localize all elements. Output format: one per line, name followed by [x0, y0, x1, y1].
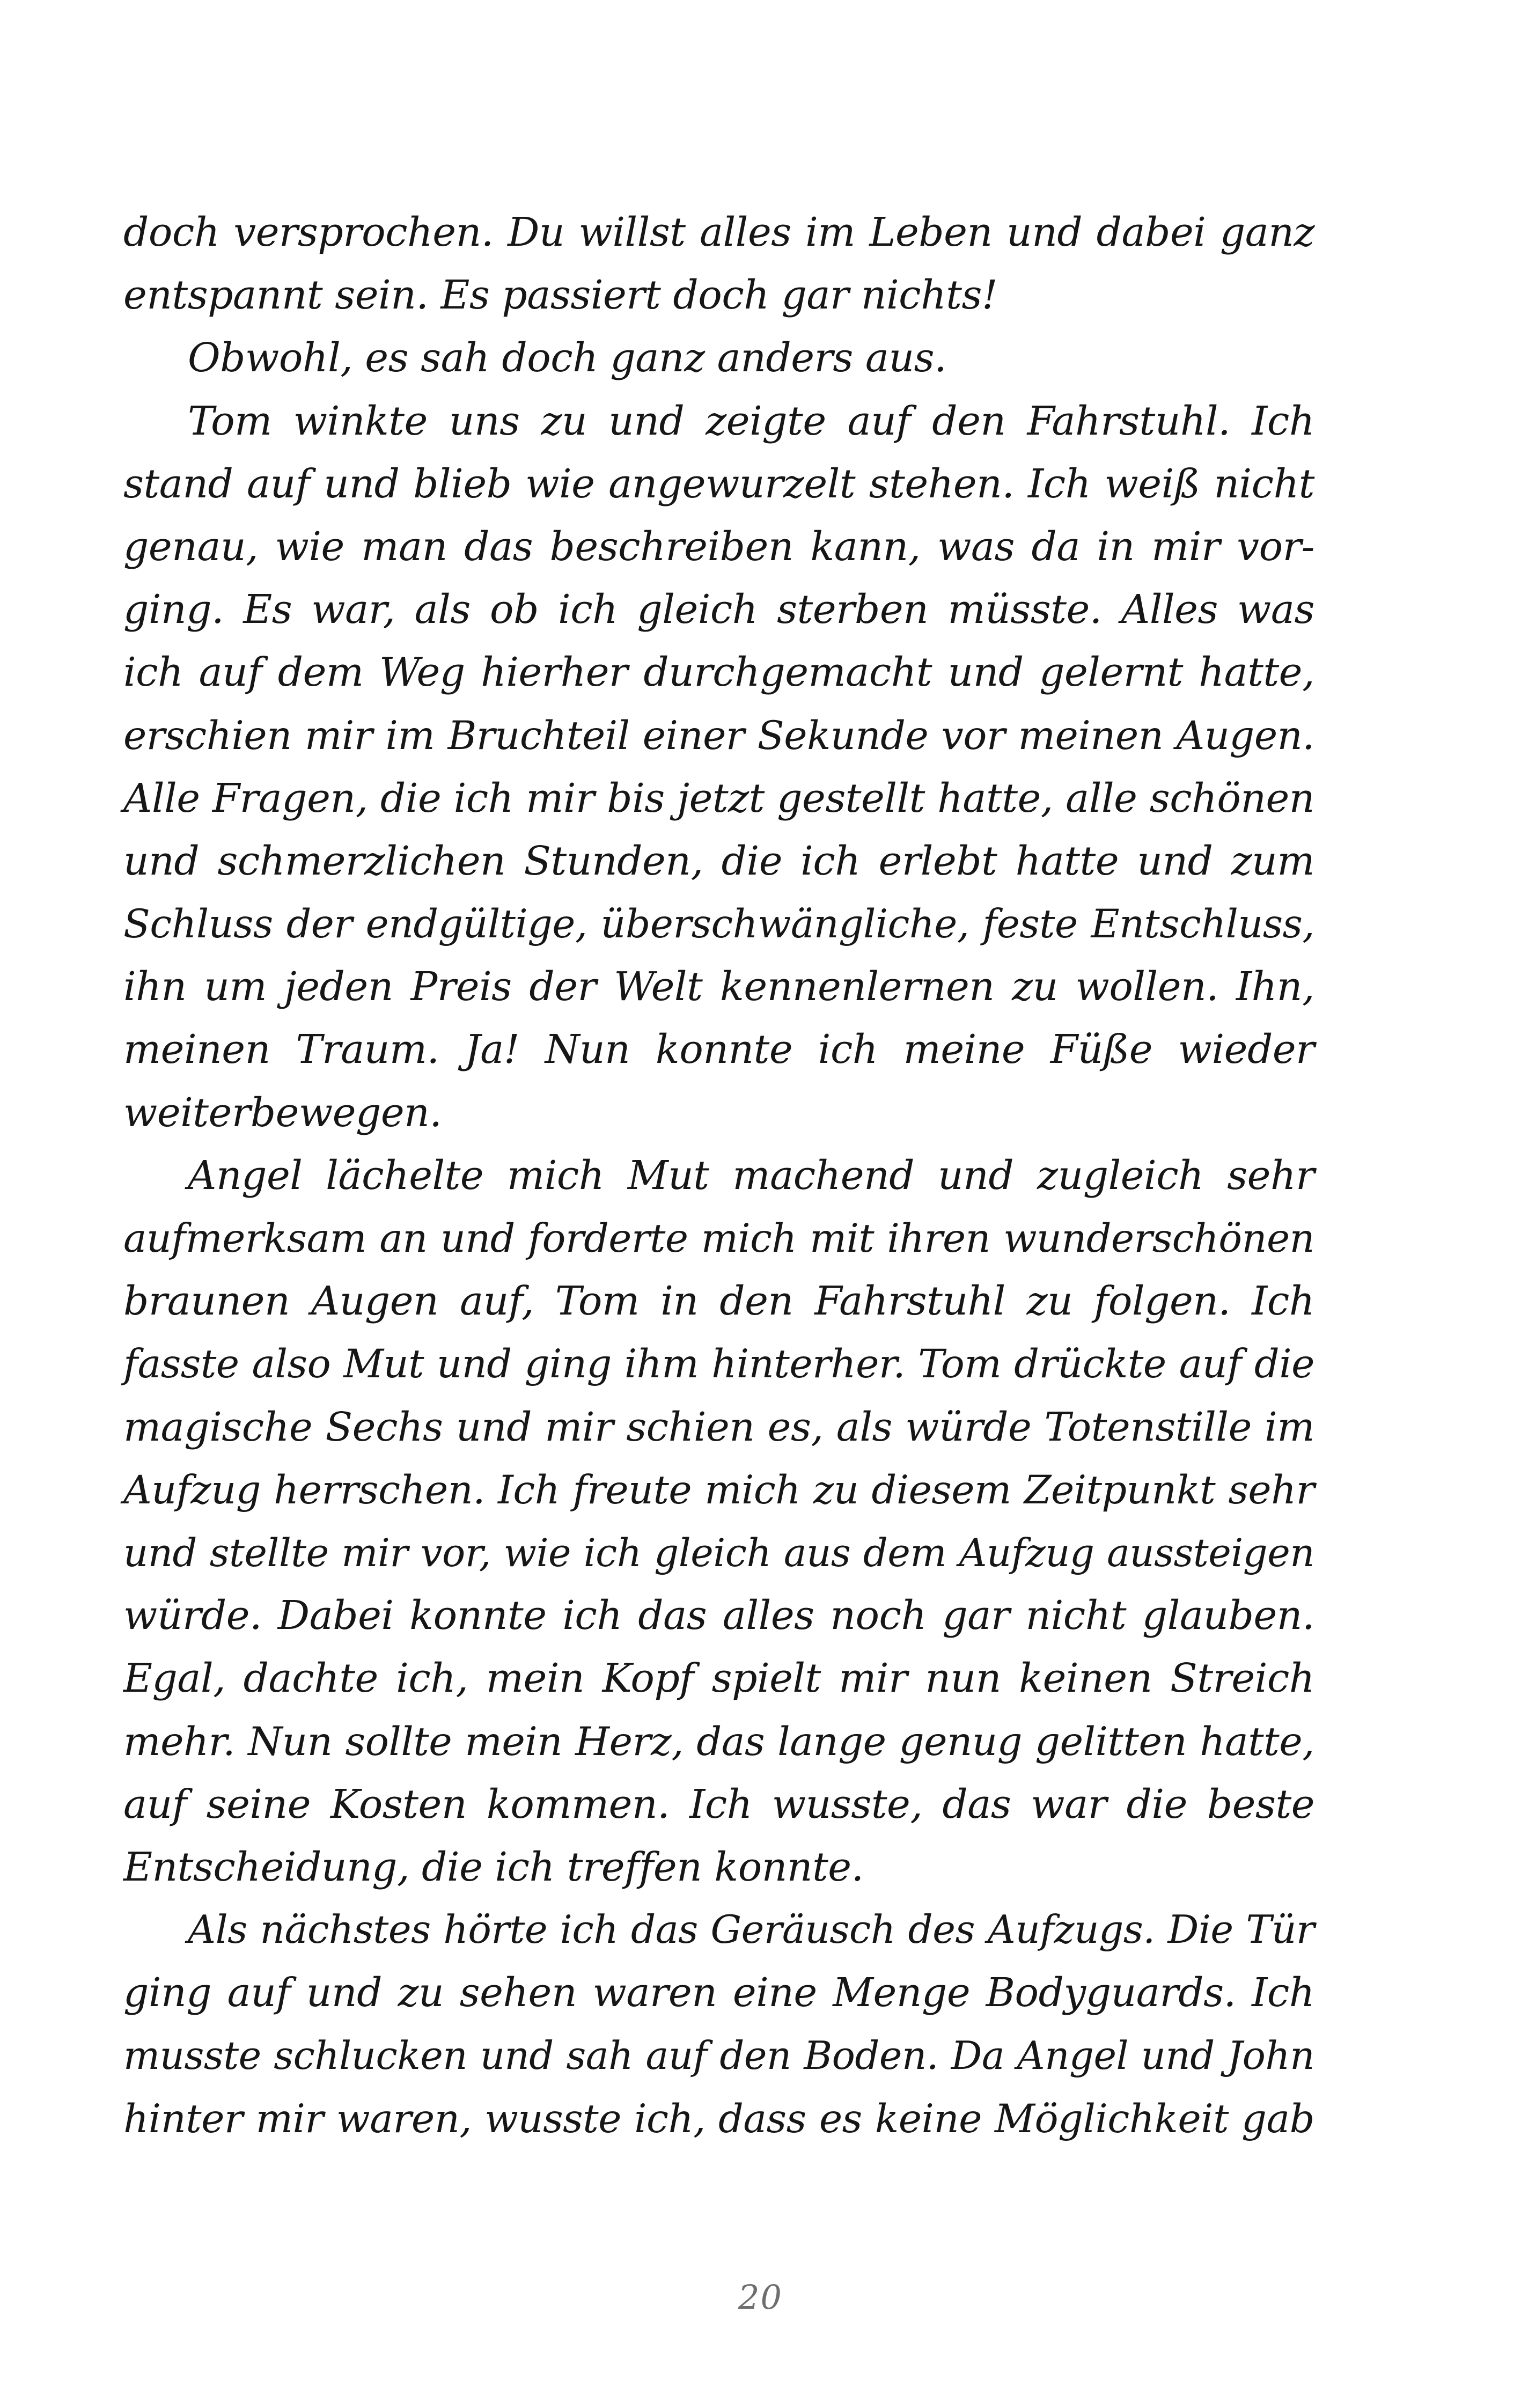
- paragraph-start-line: Tom winkte uns zu und zeigte auf den Fahrstuhl. Ich: [188, 398, 1314, 444]
- text-line: Entscheidung, die ich treffen konnte.: [123, 1844, 864, 1890]
- text-line: und schmerzlichen Stunden, die ich erlebt hatte und zum: [123, 838, 1314, 884]
- text-line: weiterbewegen.: [123, 1089, 442, 1136]
- text-line: doch versprochen. Du willst alles im Leben und dabei ganz: [123, 209, 1314, 255]
- text-line: Alle Fragen, die ich mir bis jetzt gestellt hatte, alle schönen: [123, 775, 1314, 821]
- text-line: magische Sechs und mir schien es, als würde Totenstille im: [123, 1404, 1314, 1450]
- text-line: erschien mir im Bruchteil einer Sekunde vor meinen Augen.: [123, 713, 1314, 759]
- text-line: mehr. Nun sollte mein Herz, das lange genug gelitten hatte,: [123, 1719, 1314, 1765]
- paragraph-start-line: Obwohl, es sah doch ganz anders aus.: [188, 335, 947, 381]
- text-line: aufmerksam an und forderte mich mit ihren wunderschönen: [123, 1216, 1314, 1261]
- text-line: musste schlucken und sah auf den Boden. Da Angel und John: [123, 2033, 1314, 2079]
- text-line: hinter mir waren, wusste ich, dass es keine Möglichkeit gab: [123, 2096, 1314, 2142]
- page-number: 20: [738, 2278, 783, 2317]
- text-line: Egal, dachte ich, mein Kopf spielt mir nun keinen Streich: [123, 1655, 1314, 1702]
- text-line: fasste also Mut und ging ihm hinterher. Tom drückte auf die: [123, 1341, 1314, 1387]
- text-line: ihn um jeden Preis der Welt kennenlernen zu wollen. Ihn,: [123, 964, 1314, 1010]
- text-line: und stellte mir vor, wie ich gleich aus dem Aufzug aussteigen: [123, 1530, 1314, 1575]
- paragraph-start-line: Als nächstes hörte ich das Geräusch des Aufzugs. Die Tür: [188, 1907, 1314, 1953]
- text-line: ich auf dem Weg hierher durchgemacht und gelernt hatte,: [123, 649, 1314, 696]
- text-line: Aufzug herrschen. Ich freute mich zu diesem Zeitpunkt sehr: [123, 1467, 1314, 1513]
- text-line: stand auf und blieb wie angewurzelt stehen. Ich weiß nicht: [123, 460, 1314, 507]
- text-line: ging auf und zu sehen waren eine Menge Bodyguards. Ich: [123, 1970, 1314, 2016]
- text-line: meinen Traum. Ja! Nun konnte ich meine Füße wieder: [123, 1026, 1314, 1073]
- text-line: ging. Es war, als ob ich gleich sterben müsste. Alles was: [123, 586, 1314, 633]
- text-line: entspannt sein. Es passiert doch gar nichts!: [123, 272, 998, 319]
- text-line: Schluss der endgültige, überschwängliche, feste Entschluss,: [123, 901, 1314, 948]
- text-line: würde. Dabei konnte ich das alles noch gar nicht glauben.: [123, 1592, 1314, 1639]
- text-line: genau, wie man das beschreiben kann, was da in mir vor-: [123, 523, 1314, 570]
- paragraph-start-line: Angel lächelte mich Mut machend und zugleich sehr: [188, 1152, 1314, 1199]
- body-text: [123, 201, 1314, 2150]
- text-line: braunen Augen auf, Tom in den Fahrstuhl zu folgen. Ich: [123, 1278, 1314, 1325]
- text-line: auf seine Kosten kommen. Ich wusste, das war die beste: [123, 1781, 1314, 1827]
